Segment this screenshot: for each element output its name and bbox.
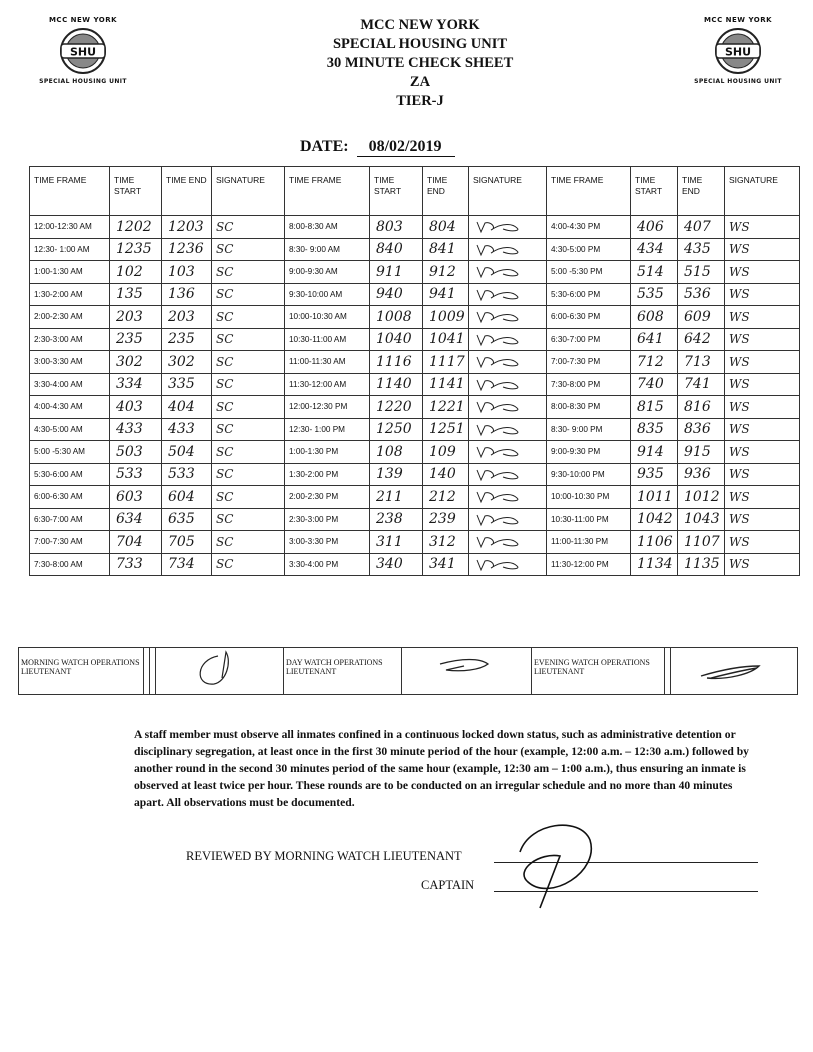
time-start-cell: 608 — [631, 306, 678, 329]
time-end-cell: 836 — [678, 418, 725, 441]
review-captain-label: CAPTAIN — [421, 878, 475, 892]
time-start-cell: 1202 — [110, 216, 162, 239]
time-start-cell: 1040 — [370, 328, 423, 351]
table-row — [30, 508, 800, 531]
time-frame-cell: 10:00-10:30 PM — [547, 486, 631, 509]
time-frame-cell: 10:30-11:00 PM — [547, 508, 631, 531]
signature-scribble-icon — [671, 648, 797, 694]
signature-scribble-icon — [473, 355, 533, 369]
time-frame-cell: 7:00-7:30 AM — [30, 531, 110, 554]
column-header: TIME END — [162, 167, 212, 216]
time-frame-cell: 12:00-12:30 PM — [285, 396, 370, 419]
time-frame-cell: 8:00-8:30 PM — [547, 396, 631, 419]
date-value: 08/02/2019 — [357, 138, 456, 157]
date-label: DATE: — [300, 138, 349, 155]
signature-cell: WS — [725, 238, 800, 261]
signature-cell — [469, 261, 547, 284]
signature-scribble-icon — [473, 243, 533, 257]
column-header: TIME FRAME — [547, 167, 631, 216]
date-row — [300, 138, 560, 157]
time-start-cell: 533 — [110, 463, 162, 486]
column-header: TIME START — [631, 167, 678, 216]
signature-scribble-icon — [473, 288, 533, 302]
time-start-cell: 135 — [110, 283, 162, 306]
time-start-cell: 641 — [631, 328, 678, 351]
time-start-cell: 434 — [631, 238, 678, 261]
time-start-cell: 704 — [110, 531, 162, 554]
time-frame-cell: 4:00-4:30 PM — [547, 216, 631, 239]
time-end-cell: 635 — [162, 508, 212, 531]
time-start-cell: 1235 — [110, 238, 162, 261]
time-end-cell: 140 — [423, 463, 469, 486]
time-end-cell: 109 — [423, 441, 469, 464]
time-end-cell: 1117 — [423, 351, 469, 374]
logo-bottom-text: SPECIAL HOUSING UNIT — [694, 78, 782, 85]
time-end-cell: 609 — [678, 306, 725, 329]
time-end-cell: 642 — [678, 328, 725, 351]
time-start-cell: 733 — [110, 553, 162, 576]
time-frame-cell: 2:00-2:30 PM — [285, 486, 370, 509]
signature-cell: WS — [725, 216, 800, 239]
time-frame-cell: 6:30-7:00 AM — [30, 508, 110, 531]
time-end-cell: 841 — [423, 238, 469, 261]
signature-scribble-icon — [156, 648, 284, 694]
signature-cell — [469, 396, 547, 419]
signature-cell — [469, 441, 547, 464]
time-start-cell: 108 — [370, 441, 423, 464]
signature-cell: SC — [212, 373, 285, 396]
time-frame-cell: 5:00 -5:30 PM — [547, 261, 631, 284]
signature-cell: WS — [725, 306, 800, 329]
evening-watch-label: EVENING WATCH OPERATIONS LIEUTENANT — [532, 648, 665, 694]
signature-cell: SC — [212, 216, 285, 239]
time-frame-cell: 5:30-6:00 PM — [547, 283, 631, 306]
time-frame-cell: 4:30-5:00 PM — [547, 238, 631, 261]
table-row — [30, 441, 800, 464]
time-frame-cell: 7:00-7:30 PM — [547, 351, 631, 374]
signature-cell: WS — [725, 508, 800, 531]
signature-scribble-icon — [473, 445, 533, 459]
signature-cell — [469, 463, 547, 486]
signature-scribble-icon — [473, 333, 533, 347]
time-end-cell: 404 — [162, 396, 212, 419]
column-header: TIME END — [423, 167, 469, 216]
column-header: SIGNATURE — [469, 167, 547, 216]
time-start-cell: 1220 — [370, 396, 423, 419]
table-row — [30, 351, 800, 374]
time-frame-cell: 3:00-3:30 PM — [285, 531, 370, 554]
time-end-cell: 936 — [678, 463, 725, 486]
time-end-cell: 136 — [162, 283, 212, 306]
time-frame-cell: 1:30-2:00 AM — [30, 283, 110, 306]
signature-scribble-icon — [473, 423, 533, 437]
table-row — [30, 373, 800, 396]
time-start-cell: 334 — [110, 373, 162, 396]
header-line-3: 30 MINUTE CHECK SHEET — [326, 55, 514, 71]
signature-cell — [469, 553, 547, 576]
signature-cell: WS — [725, 261, 800, 284]
time-frame-cell: 12:30- 1:00 PM — [285, 418, 370, 441]
signature-cell — [469, 328, 547, 351]
time-end-cell: 816 — [678, 396, 725, 419]
signature-scribble-icon — [402, 648, 532, 694]
time-frame-cell: 9:00-9:30 PM — [547, 441, 631, 464]
time-end-cell: 1043 — [678, 508, 725, 531]
time-frame-cell: 6:00-6:30 AM — [30, 486, 110, 509]
time-frame-cell: 12:00-12:30 AM — [30, 216, 110, 239]
time-end-cell: 604 — [162, 486, 212, 509]
review-lieutenant-label: REVIEWED BY MORNING WATCH LIEUTENANT — [186, 849, 462, 863]
time-start-cell: 634 — [110, 508, 162, 531]
table-body — [30, 216, 800, 576]
signature-cell — [469, 351, 547, 374]
time-end-cell: 407 — [678, 216, 725, 239]
time-end-cell: 312 — [423, 531, 469, 554]
time-end-cell: 1135 — [678, 553, 725, 576]
signature-cell — [469, 486, 547, 509]
time-end-cell: 235 — [162, 328, 212, 351]
time-frame-cell: 8:30- 9:00 PM — [547, 418, 631, 441]
time-end-cell: 705 — [162, 531, 212, 554]
time-start-cell: 433 — [110, 418, 162, 441]
signature-cell: SC — [212, 553, 285, 576]
time-start-cell: 840 — [370, 238, 423, 261]
time-start-cell: 514 — [631, 261, 678, 284]
time-start-cell: 1140 — [370, 373, 423, 396]
signature-cell: SC — [212, 306, 285, 329]
time-start-cell: 911 — [370, 261, 423, 284]
time-start-cell: 914 — [631, 441, 678, 464]
time-start-cell: 1134 — [631, 553, 678, 576]
watch-lieutenant-row — [18, 647, 798, 695]
signature-scribble-icon — [473, 220, 533, 234]
signature-scribble-icon — [473, 400, 533, 414]
time-end-cell: 1203 — [162, 216, 212, 239]
time-start-cell: 835 — [631, 418, 678, 441]
time-end-cell: 741 — [678, 373, 725, 396]
table-row — [30, 531, 800, 554]
table-row — [30, 261, 800, 284]
signature-cell: SC — [212, 261, 285, 284]
table-row — [30, 283, 800, 306]
time-frame-cell: 10:00-10:30 AM — [285, 306, 370, 329]
time-frame-cell: 11:30-12:00 PM — [547, 553, 631, 576]
time-end-cell: 734 — [162, 553, 212, 576]
table-row — [30, 396, 800, 419]
time-start-cell: 712 — [631, 351, 678, 374]
time-start-cell: 1106 — [631, 531, 678, 554]
signature-cell — [469, 238, 547, 261]
shu-badge-icon — [708, 26, 768, 76]
time-start-cell: 1011 — [631, 486, 678, 509]
time-frame-cell: 6:30-7:00 PM — [547, 328, 631, 351]
header-line-1: MCC NEW YORK — [360, 17, 480, 33]
signature-cell: WS — [725, 283, 800, 306]
table-row — [30, 418, 800, 441]
time-end-cell: 341 — [423, 553, 469, 576]
time-end-cell: 1107 — [678, 531, 725, 554]
time-frame-cell: 3:00-3:30 AM — [30, 351, 110, 374]
time-frame-cell: 2:30-3:00 AM — [30, 328, 110, 351]
time-end-cell: 941 — [423, 283, 469, 306]
signature-cell: WS — [725, 328, 800, 351]
time-end-cell: 1236 — [162, 238, 212, 261]
column-header: TIME START — [370, 167, 423, 216]
header-line-2: SPECIAL HOUSING UNIT — [332, 36, 508, 52]
time-end-cell: 302 — [162, 351, 212, 374]
time-frame-cell: 3:30-4:00 AM — [30, 373, 110, 396]
signature-cell: SC — [212, 486, 285, 509]
time-frame-cell: 5:30-6:00 AM — [30, 463, 110, 486]
signature-cell — [469, 306, 547, 329]
header-line-5: TIER-J — [396, 93, 444, 109]
time-frame-cell: 1:30-2:00 PM — [285, 463, 370, 486]
time-frame-cell: 4:00-4:30 AM — [30, 396, 110, 419]
time-end-cell: 915 — [678, 441, 725, 464]
time-frame-cell: 3:30-4:00 PM — [285, 553, 370, 576]
time-start-cell: 535 — [631, 283, 678, 306]
signature-cell: SC — [212, 441, 285, 464]
time-end-cell: 912 — [423, 261, 469, 284]
time-frame-cell: 1:00-1:30 PM — [285, 441, 370, 464]
time-frame-cell: 11:00-11:30 AM — [285, 351, 370, 374]
time-start-cell: 311 — [370, 531, 423, 554]
morning-watch-signature — [156, 648, 284, 694]
table-header-row — [30, 167, 800, 216]
time-frame-cell: 1:00-1:30 AM — [30, 261, 110, 284]
time-frame-cell: 8:00-8:30 AM — [285, 216, 370, 239]
time-frame-cell: 4:30-5:00 AM — [30, 418, 110, 441]
observation-notice: A staff member must observe all inmates confined in a continuous locked down status, such as administrative detention or disciplinary segregation, at least once in the first 30 minute period of the hour (example, 12:00 a.m. – 12:30 a.m.) followed by another round in the second 30 minutes period of the same hour (example, 12:30 am – 1:00 a.m.), thus ensuring an inmate is observed at least twice per hour. These rounds are to be conducted on an irregular schedule and no more than 40 minutes apart. All observations must be documented. — [134, 728, 749, 809]
time-frame-cell: 7:30-8:00 AM — [30, 553, 110, 576]
column-header: SIGNATURE — [725, 167, 800, 216]
signature-scribble-icon — [473, 468, 533, 482]
column-header: TIME FRAME — [285, 167, 370, 216]
signature-scribble-icon — [473, 535, 533, 549]
time-end-cell: 1251 — [423, 418, 469, 441]
signature-cell: SC — [212, 463, 285, 486]
time-start-cell: 1008 — [370, 306, 423, 329]
day-watch-label: DAY WATCH OPERATIONS LIEUTENANT — [284, 648, 402, 694]
signature-cell: SC — [212, 328, 285, 351]
logo-bottom-text: SPECIAL HOUSING UNIT — [39, 78, 127, 85]
signature-scribble-icon — [473, 310, 533, 324]
morning-watch-label: MORNING WATCH OPERATIONS LIEUTENANT — [19, 648, 144, 694]
time-start-cell: 1116 — [370, 351, 423, 374]
time-end-cell: 1141 — [423, 373, 469, 396]
time-end-cell: 533 — [162, 463, 212, 486]
time-start-cell: 803 — [370, 216, 423, 239]
time-end-cell: 212 — [423, 486, 469, 509]
time-frame-cell: 8:30- 9:00 AM — [285, 238, 370, 261]
time-frame-cell: 11:30-12:00 AM — [285, 373, 370, 396]
signature-cell: SC — [212, 508, 285, 531]
time-start-cell: 406 — [631, 216, 678, 239]
time-frame-cell: 5:00 -5:30 AM — [30, 441, 110, 464]
shu-badge-icon — [53, 26, 113, 76]
time-end-cell: 335 — [162, 373, 212, 396]
time-frame-cell: 7:30-8:00 PM — [547, 373, 631, 396]
column-header: TIME FRAME — [30, 167, 110, 216]
check-sheet-table — [29, 166, 800, 576]
time-end-cell: 1012 — [678, 486, 725, 509]
time-end-cell: 804 — [423, 216, 469, 239]
table-row — [30, 463, 800, 486]
signature-cell — [469, 531, 547, 554]
signature-cell: SC — [212, 351, 285, 374]
time-start-cell: 340 — [370, 553, 423, 576]
signature-cell: WS — [725, 373, 800, 396]
captain-signature-icon — [500, 812, 610, 912]
logo-top-text: MCC NEW YORK — [703, 16, 773, 24]
signature-cell: SC — [212, 531, 285, 554]
time-frame-cell: 2:00-2:30 AM — [30, 306, 110, 329]
time-start-cell: 935 — [631, 463, 678, 486]
time-frame-cell: 9:00-9:30 AM — [285, 261, 370, 284]
time-end-cell: 239 — [423, 508, 469, 531]
column-header: SIGNATURE — [212, 167, 285, 216]
time-start-cell: 403 — [110, 396, 162, 419]
signature-cell: WS — [725, 351, 800, 374]
time-start-cell: 503 — [110, 441, 162, 464]
logo-right — [683, 16, 793, 85]
signature-cell — [469, 283, 547, 306]
time-end-cell: 1221 — [423, 396, 469, 419]
signature-cell: SC — [212, 418, 285, 441]
column-header: TIME END — [678, 167, 725, 216]
table-row — [30, 238, 800, 261]
signature-cell: SC — [212, 396, 285, 419]
table-row — [30, 486, 800, 509]
time-start-cell: 940 — [370, 283, 423, 306]
time-end-cell: 515 — [678, 261, 725, 284]
signature-cell: WS — [725, 531, 800, 554]
signature-cell — [469, 508, 547, 531]
time-frame-cell: 11:00-11:30 PM — [547, 531, 631, 554]
table-row — [30, 328, 800, 351]
signature-cell: WS — [725, 463, 800, 486]
signature-cell: WS — [725, 553, 800, 576]
time-frame-cell: 10:30-11:00 AM — [285, 328, 370, 351]
signature-cell: SC — [212, 283, 285, 306]
time-start-cell: 235 — [110, 328, 162, 351]
evening-watch-signature — [671, 648, 797, 694]
signature-scribble-icon — [473, 378, 533, 392]
signature-cell — [469, 418, 547, 441]
time-end-cell: 103 — [162, 261, 212, 284]
signature-scribble-icon — [473, 513, 533, 527]
time-frame-cell: 9:30-10:00 AM — [285, 283, 370, 306]
time-end-cell: 1009 — [423, 306, 469, 329]
header-line-4: ZA — [409, 74, 431, 90]
table-row — [30, 306, 800, 329]
logo-badge-text: SHU — [724, 45, 752, 59]
signature-cell: WS — [725, 396, 800, 419]
time-start-cell: 302 — [110, 351, 162, 374]
time-frame-cell: 9:30-10:00 PM — [547, 463, 631, 486]
time-start-cell: 203 — [110, 306, 162, 329]
logo-badge-text: SHU — [69, 45, 97, 59]
signature-cell — [469, 373, 547, 396]
time-start-cell: 815 — [631, 396, 678, 419]
signature-scribble-icon — [473, 490, 533, 504]
time-start-cell: 603 — [110, 486, 162, 509]
signature-cell — [469, 216, 547, 239]
time-end-cell: 203 — [162, 306, 212, 329]
time-start-cell: 238 — [370, 508, 423, 531]
time-frame-cell: 6:00-6:30 PM — [547, 306, 631, 329]
time-start-cell: 740 — [631, 373, 678, 396]
time-start-cell: 1250 — [370, 418, 423, 441]
logo-left — [28, 16, 138, 85]
time-end-cell: 713 — [678, 351, 725, 374]
time-start-cell: 211 — [370, 486, 423, 509]
logo-top-text: MCC NEW YORK — [48, 16, 118, 24]
column-header: TIME START — [110, 167, 162, 216]
table-row — [30, 216, 800, 239]
time-start-cell: 1042 — [631, 508, 678, 531]
time-frame-cell: 12:30- 1:00 AM — [30, 238, 110, 261]
signature-cell: WS — [725, 441, 800, 464]
day-watch-signature — [402, 648, 532, 694]
signature-scribble-icon — [473, 265, 533, 279]
time-end-cell: 433 — [162, 418, 212, 441]
time-start-cell: 139 — [370, 463, 423, 486]
time-end-cell: 504 — [162, 441, 212, 464]
signature-cell: WS — [725, 486, 800, 509]
time-end-cell: 536 — [678, 283, 725, 306]
signature-cell: WS — [725, 418, 800, 441]
document-header — [250, 16, 590, 111]
time-end-cell: 435 — [678, 238, 725, 261]
signature-scribble-icon — [473, 558, 533, 572]
table-row — [30, 553, 800, 576]
signature-cell: SC — [212, 238, 285, 261]
time-end-cell: 1041 — [423, 328, 469, 351]
time-frame-cell: 2:30-3:00 PM — [285, 508, 370, 531]
time-start-cell: 102 — [110, 261, 162, 284]
